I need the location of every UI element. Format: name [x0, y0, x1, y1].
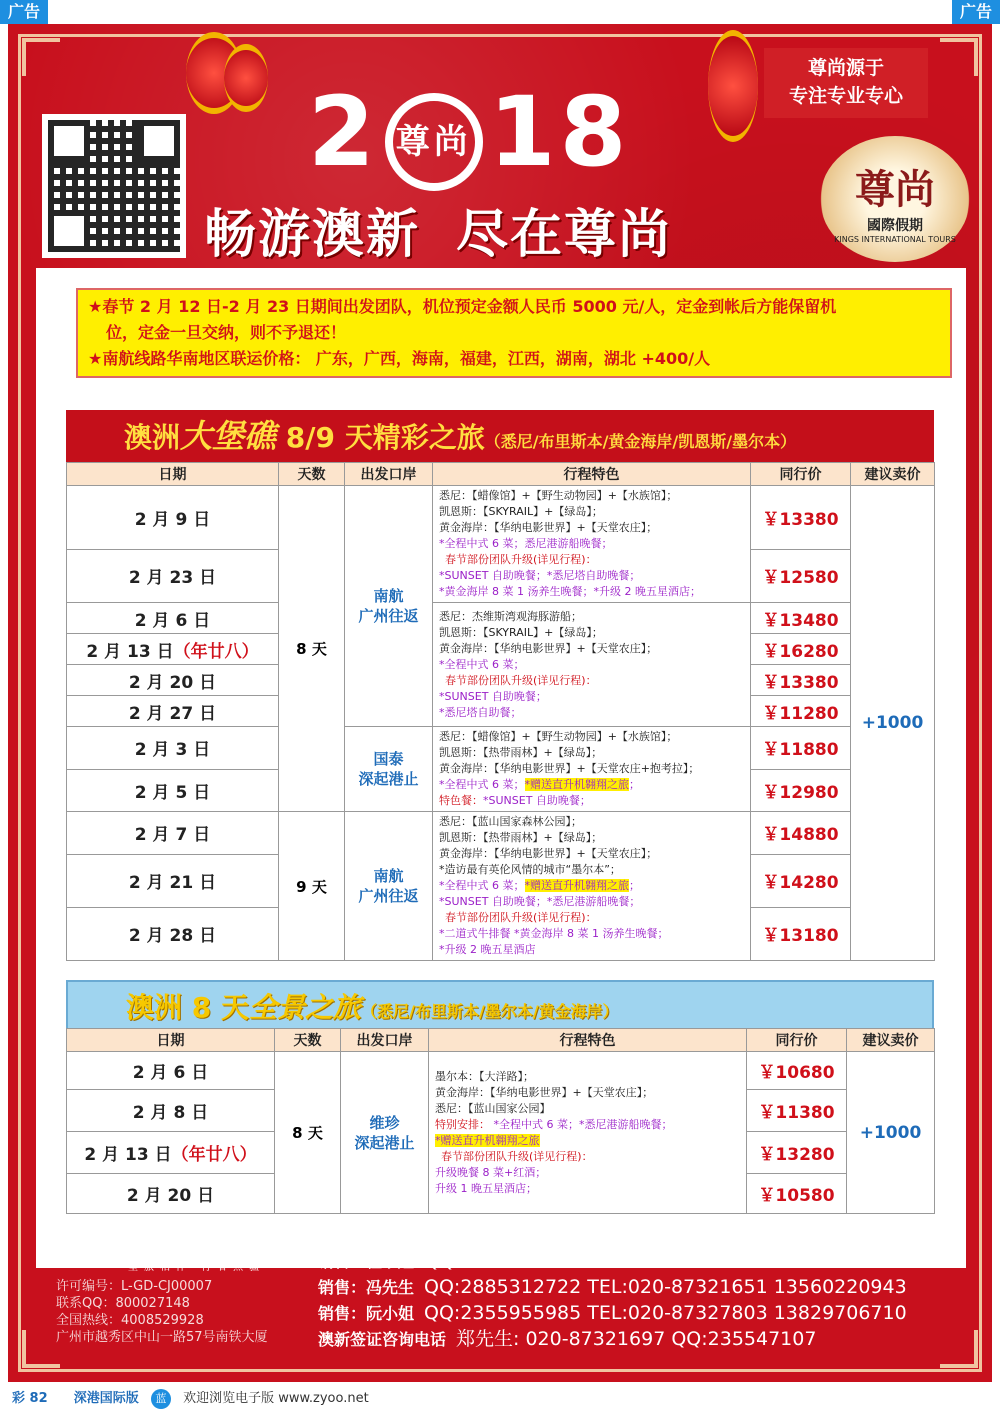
col-days: 天数	[275, 1029, 341, 1052]
feature-cell: 悉尼：【蜡像馆】+【野生动物园】+【水族馆】； 凯恩斯：【热带雨林】+【绿岛】； 黄金海岸：【华纳电影世界】+【天堂农庄+抱考拉】； *全程中式 6 菜；*赠送直升机翱翔之旅； 特色餐：*SUNSET 自助晚餐；	[433, 727, 751, 812]
port-cell: 南航 广州往返	[345, 486, 433, 727]
year-title: 2 尊尚 18	[308, 76, 630, 191]
price-cell: ￥13480	[751, 603, 851, 634]
price-cell: ￥12580	[751, 549, 851, 602]
col-port: 出发口岸	[341, 1029, 429, 1052]
notice-box: ★春节 2 月 12 日-2 月 23 日期间出发团队，机位预定金额人民币 5000 元/人，定金到帐后方能保留机 位，定金一旦交纳，则不予退还！ ★南航线路华南地区联运价格： 广东，广西，海南，福建，江西，湖南，湖北 +400/人	[76, 288, 952, 378]
sales-contacts	[318, 1222, 948, 1352]
price-cell: ￥10580	[747, 1174, 847, 1214]
poster	[8, 24, 992, 1382]
col-days: 天数	[279, 463, 345, 486]
edition-label: 深港国际版	[73, 1391, 139, 1406]
seal-logo: 尊尚	[385, 93, 483, 191]
col-suggest: 建议卖价	[847, 1029, 935, 1052]
feature-cell: 墨尔本：【大洋路】； 黄金海岸：【华纳电影世界】+【天堂农庄】； 悉尼：【蓝山国家公园】 特别安排： *全程中式 6 菜；*悉尼港游船晚餐； *赠送直升机翱翔之旅 春节部份团队升级(详见行程)： 升级晚餐 8 菜+红酒； 升级 1 晚五星酒店；	[429, 1052, 747, 1214]
price-cell: ￥11280	[751, 696, 851, 727]
corner-ornament	[940, 38, 978, 76]
contact-row: 销售：程小姐 QQ:2355471085 TEL:020-87321538 13512730205	[318, 1250, 907, 1272]
date-cell: 2 月 5 日	[67, 769, 279, 812]
price-cell: ￥13180	[751, 907, 851, 960]
col-price: 同行价	[747, 1029, 847, 1052]
date-cell: 2 月 8 日	[67, 1090, 275, 1132]
section1-title: 澳洲大堡礁 8/9 天精彩之旅（悉尼/布里斯本/黄金海岸/凯恩斯/墨尔本）	[66, 410, 934, 462]
date-cell: 2 月 28 日	[67, 907, 279, 960]
days-cell: 8 天	[275, 1052, 341, 1214]
section2-title: 澳洲 8 天全景之旅（悉尼/布里斯本/墨尔本/黄金海岸）	[66, 980, 934, 1032]
date-cell: 2 月 27 日	[67, 696, 279, 727]
port-cell: 南航 广州往返	[345, 812, 433, 961]
suggest-cell: +1000	[847, 1052, 935, 1214]
agency-footer	[8, 1212, 992, 1382]
price-cell: ￥14280	[751, 854, 851, 907]
suggest-cell: +1000	[851, 486, 935, 961]
footer-link[interactable]: 欢迎浏览电子版 www.zyoo.net	[183, 1391, 369, 1406]
contact-row: 澳新签证咨询电话 郑先生: 020-87321697 QQ:235547107	[318, 1328, 817, 1350]
contact-row: 销售：阮小姐 QQ:2355955985 TEL:020-87327803 13829706710	[318, 1302, 907, 1324]
price-cell: ￥13380	[751, 486, 851, 550]
days-cell: 9 天	[279, 812, 345, 961]
col-feature: 行程特色	[429, 1029, 747, 1052]
price-cell: ￥12980	[751, 769, 851, 812]
content-panel	[36, 268, 966, 1268]
price-cell: ￥11880	[751, 727, 851, 770]
edition-badge: 蓝	[151, 1389, 171, 1409]
price-cell: ￥14880	[751, 812, 851, 855]
lantern-icon	[224, 44, 268, 112]
feature-cell: 悉尼：【蜡像馆】+【野生动物园】+【水族馆】； 凯恩斯：【SKYRAIL】+【绿岛】； 黄金海岸：【华纳电影世界】+【天堂农庄】； *全程中式 6 菜；悉尼港游船晚餐； 春节部份团队升级(详见行程)： *SUNSET 自助晚餐；*悉尼塔自助晚餐； *黄金海岸 8 菜 1 汤养生晚餐；*升级 2 晚五星酒店；	[433, 486, 751, 603]
port-cell: 国泰 深起港止	[345, 727, 433, 812]
col-date: 日期	[67, 1029, 275, 1052]
slogan: 畅游澳新 尽在尊尚	[204, 205, 673, 265]
date-cell: 2 月 6 日	[67, 1052, 275, 1090]
price-cell: ￥13380	[751, 665, 851, 696]
col-port: 出发口岸	[345, 463, 433, 486]
section2-table	[66, 1028, 935, 1214]
ad-tag-left: 广告	[0, 0, 48, 24]
feature-cell: 悉尼：杰维斯湾观海豚游船； 凯恩斯：【SKYRAIL】+【绿岛】； 黄金海岸：【华纳电影世界】+【天堂农庄】； *全程中式 6 菜； 春节部份团队升级(详见行程)： *SUNSET 自助晚餐； *悉尼塔自助餐；	[433, 603, 751, 727]
date-cell: 2 月 3 日	[67, 727, 279, 770]
date-cell: 2 月 21 日	[67, 854, 279, 907]
price-cell: ￥11380	[747, 1090, 847, 1132]
price-cell: ￥13280	[747, 1132, 847, 1174]
date-cell: 2 月 20 日	[67, 1174, 275, 1214]
col-price: 同行价	[751, 463, 851, 486]
date-cell: 2 月 9 日	[67, 486, 279, 550]
tagline-box: 尊尚源于 专注专业专心	[764, 48, 928, 118]
agency-logo: CTS 港中旅·旅行社	[50, 1232, 254, 1262]
col-suggest: 建议卖价	[851, 463, 935, 486]
port-cell: 维珍 深起港止	[341, 1052, 429, 1214]
date-cell: 2 月 13 日（年廿八）	[67, 1132, 275, 1174]
lantern-icon	[708, 30, 758, 142]
date-cell: 2 月 23 日	[67, 549, 279, 602]
corner-ornament	[22, 38, 60, 76]
date-cell: 2 月 13 日（年廿八）	[67, 634, 279, 665]
price-cell: ￥10680	[747, 1052, 847, 1090]
brand-logo: 尊尚 國際假期 KINGS INTERNATIONAL TOURS	[820, 136, 970, 262]
ad-tag-right: 广告	[952, 0, 1000, 24]
page-footer	[0, 1382, 1000, 1416]
contact-row: 销售：冯先生 QQ:2885312722 TEL:020-87321651 13560220943	[318, 1276, 907, 1298]
days-cell: 8 天	[279, 486, 345, 812]
feature-cell: 悉尼：【蓝山国家森林公园】； 凯恩斯：【热带雨林】+【绿岛】； 黄金海岸：【华纳电影世界】+【天堂农庄】； *造访最有英伦风情的城市“墨尔本”； *全程中式 6 菜；*赠送直升机翱翔之旅； *SUNSET 自助晚餐；*悉尼港游船晚餐； 春节部份团队升级(详见行程)： *二道式牛排餐 *黄金海岸 8 菜 1 汤养生晚餐； *升级 2 晚五星酒店	[433, 812, 751, 961]
col-feature: 行程特色	[433, 463, 751, 486]
date-cell: 2 月 20 日	[67, 665, 279, 696]
agency-info: 许可编号：L-GD-CJ00007 联系QQ：800027148 全国热线：4008529928 广州市越秀区中山一路57号南铁大厦	[56, 1279, 268, 1345]
price-cell: ￥16280	[751, 634, 851, 665]
qr-code	[42, 114, 186, 258]
contact-row: 销售：丘先生 QQ:2355471065 TEL:020-87308284 13697435518	[318, 1224, 907, 1246]
page-number: 彩 82	[12, 1391, 48, 1406]
date-cell: 2 月 7 日	[67, 812, 279, 855]
agency-motto: 星旅相伴 行者無疆	[128, 1262, 266, 1273]
section1-table	[66, 462, 935, 961]
col-date: 日期	[67, 463, 279, 486]
date-cell: 2 月 6 日	[67, 603, 279, 634]
